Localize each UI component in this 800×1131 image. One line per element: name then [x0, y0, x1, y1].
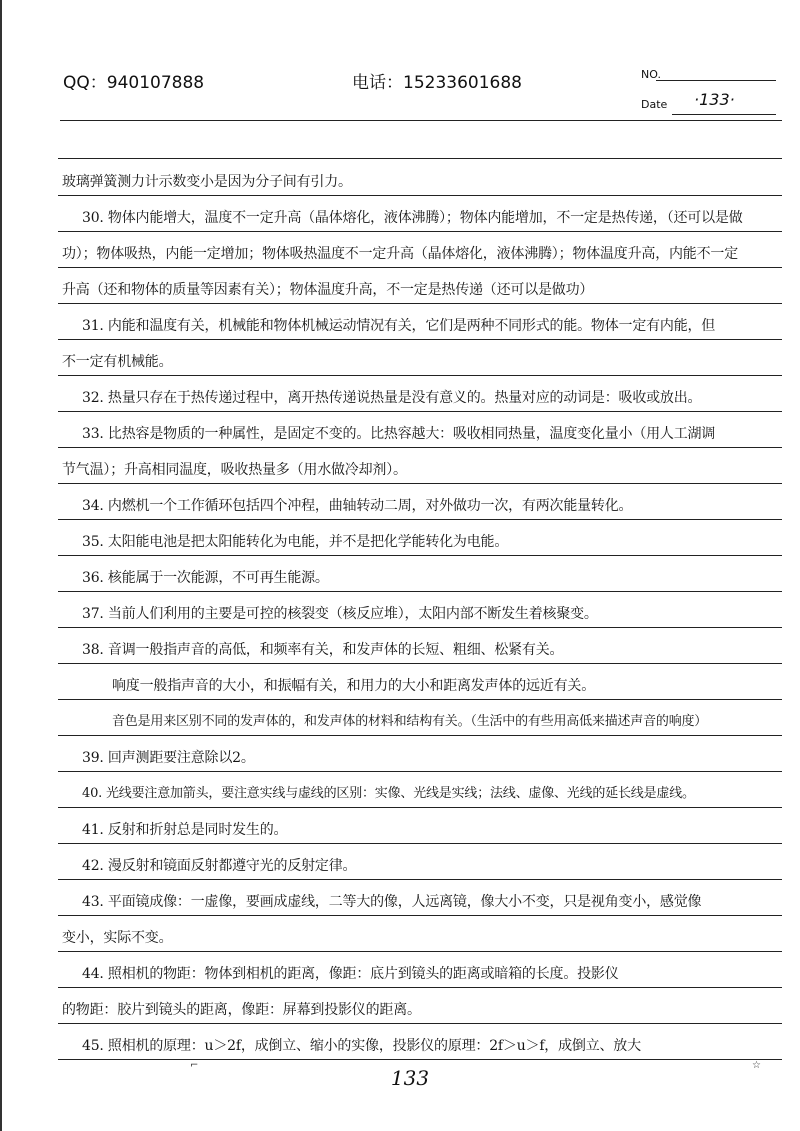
ruled-line	[58, 519, 782, 520]
qq-contact: QQ：940107888	[63, 73, 205, 93]
note-line: 30. 物体内能增大，温度不一定升高（晶体熔化，液体沸腾）；物体内能增加，不一定是热传递，（还可以是做	[82, 210, 743, 226]
note-line: 37. 当前人们利用的主要是可控的核裂变（核反应堆），太阳内部不断发生着核聚变。	[82, 606, 598, 622]
date-value: ·133·	[694, 90, 735, 109]
note-line: 45. 照相机的原理：u＞2f，成倒立、缩小的实像，投影仪的原理：2f＞u＞f，成倒立、放大	[82, 1038, 641, 1054]
note-line: 31. 内能和温度有关，机械能和物体机械运动情况有关，它们是两种不同形式的能。物体一定有内能，但	[82, 318, 716, 334]
note-line: 36. 核能属于一次能源，不可再生能源。	[82, 570, 329, 586]
page-number: 133	[390, 1066, 430, 1090]
ruled-line	[58, 303, 782, 304]
note-line: 的物距：胶片到镜头的距离，像距：屏幕到投影仪的距离。	[62, 1002, 421, 1018]
ruled-line	[58, 483, 782, 484]
ruled-line	[58, 627, 782, 628]
ruled-line	[58, 411, 782, 412]
ruled-line	[58, 771, 782, 772]
ruled-line	[58, 195, 782, 196]
note-line: 玻璃弹簧测力计示数变小是因为分子间有引力。	[62, 174, 352, 190]
note-line: 44. 照相机的物距：物体到相机的距离，像距：底片到镜头的距离或暗箱的长度。投影仪	[82, 966, 619, 982]
note-line: 32. 热量只存在于热传递过程中，离开热传递说热量是没有意义的。热量对应的动词是：吸收或放出。	[82, 390, 702, 406]
number-label: NO.	[641, 68, 661, 81]
note-line: 不一定有机械能。	[62, 354, 173, 370]
ruled-line	[58, 951, 782, 952]
note-line: 音色是用来区别不同的发声体的，和发声体的材料和结构有关。（生活中的有些用高低来描述声音的响度）	[112, 714, 708, 729]
note-line: 升高（还和物体的质量等因素有关）；物体温度升高，不一定是热传递（还可以是做功）	[62, 282, 594, 298]
corner-mark: ☆	[752, 1060, 761, 1071]
note-line: 39. 回声测距要注意除以2。	[82, 750, 255, 766]
corner-mark: ⌐	[190, 1060, 199, 1071]
note-line: 节气温）；升高相同温度，吸收热量多（用水做冷却剂）。	[62, 462, 407, 478]
note-line: 40. 光线要注意加箭头，要注意实线与虚线的区别：实像、光线是实线；法线、虚像、光线的延长线是虚线。	[82, 786, 695, 801]
ruled-line	[58, 1059, 782, 1060]
note-line: 41. 反射和折射总是同时发生的。	[82, 822, 288, 838]
note-line: 33. 比热容是物质的一种属性，是固定不变的。比热容越大：吸收相同热量，温度变化量小（用人工湖调	[82, 426, 716, 442]
ruled-line	[58, 879, 782, 880]
note-line: 功）；物体吸热，内能一定增加；物体吸热温度不一定升高（晶体熔化，液体沸腾）；物体温度升高，内能不一定	[62, 246, 738, 262]
ruled-line	[58, 339, 782, 340]
date-label: Date	[641, 98, 668, 111]
ruled-line	[58, 987, 782, 988]
ruled-line	[58, 591, 782, 592]
ruled-line	[58, 807, 782, 808]
ruled-line	[58, 231, 782, 232]
ruled-line	[58, 843, 782, 844]
phone-contact: 电话：15233601688	[352, 73, 522, 93]
ruled-line	[58, 267, 782, 268]
note-line: 35. 太阳能电池是把太阳能转化为电能，并不是把化学能转化为电能。	[82, 534, 509, 550]
ruled-line	[58, 1023, 782, 1024]
note-line: 响度一般指声音的大小，和振幅有关，和用力的大小和距离发声体的远近有关。	[112, 678, 595, 694]
note-line: 34. 内燃机一个工作循环包括四个冲程，曲轴转动二周，对外做功一次，有两次能量转化。	[82, 498, 633, 514]
ruled-line	[58, 699, 782, 700]
note-line: 38. 音调一般指声音的高低，和频率有关，和发声体的长短、粗细、松紧有关。	[82, 642, 564, 658]
ruled-line	[58, 447, 782, 448]
note-line: 42. 漫反射和镜面反射都遵守光的反射定律。	[82, 858, 357, 874]
ruled-line	[58, 735, 782, 736]
ruled-line	[58, 555, 782, 556]
ruled-line	[58, 663, 782, 664]
ruled-line	[58, 375, 782, 376]
ruled-line	[58, 915, 782, 916]
note-line: 43. 平面镜成像：一虚像，要画成虚线，二等大的像，人远离镜，像大小不变，只是视角变小，感觉像	[82, 894, 702, 910]
ruled-line	[58, 158, 782, 159]
note-line: 变小，实际不变。	[62, 930, 173, 946]
